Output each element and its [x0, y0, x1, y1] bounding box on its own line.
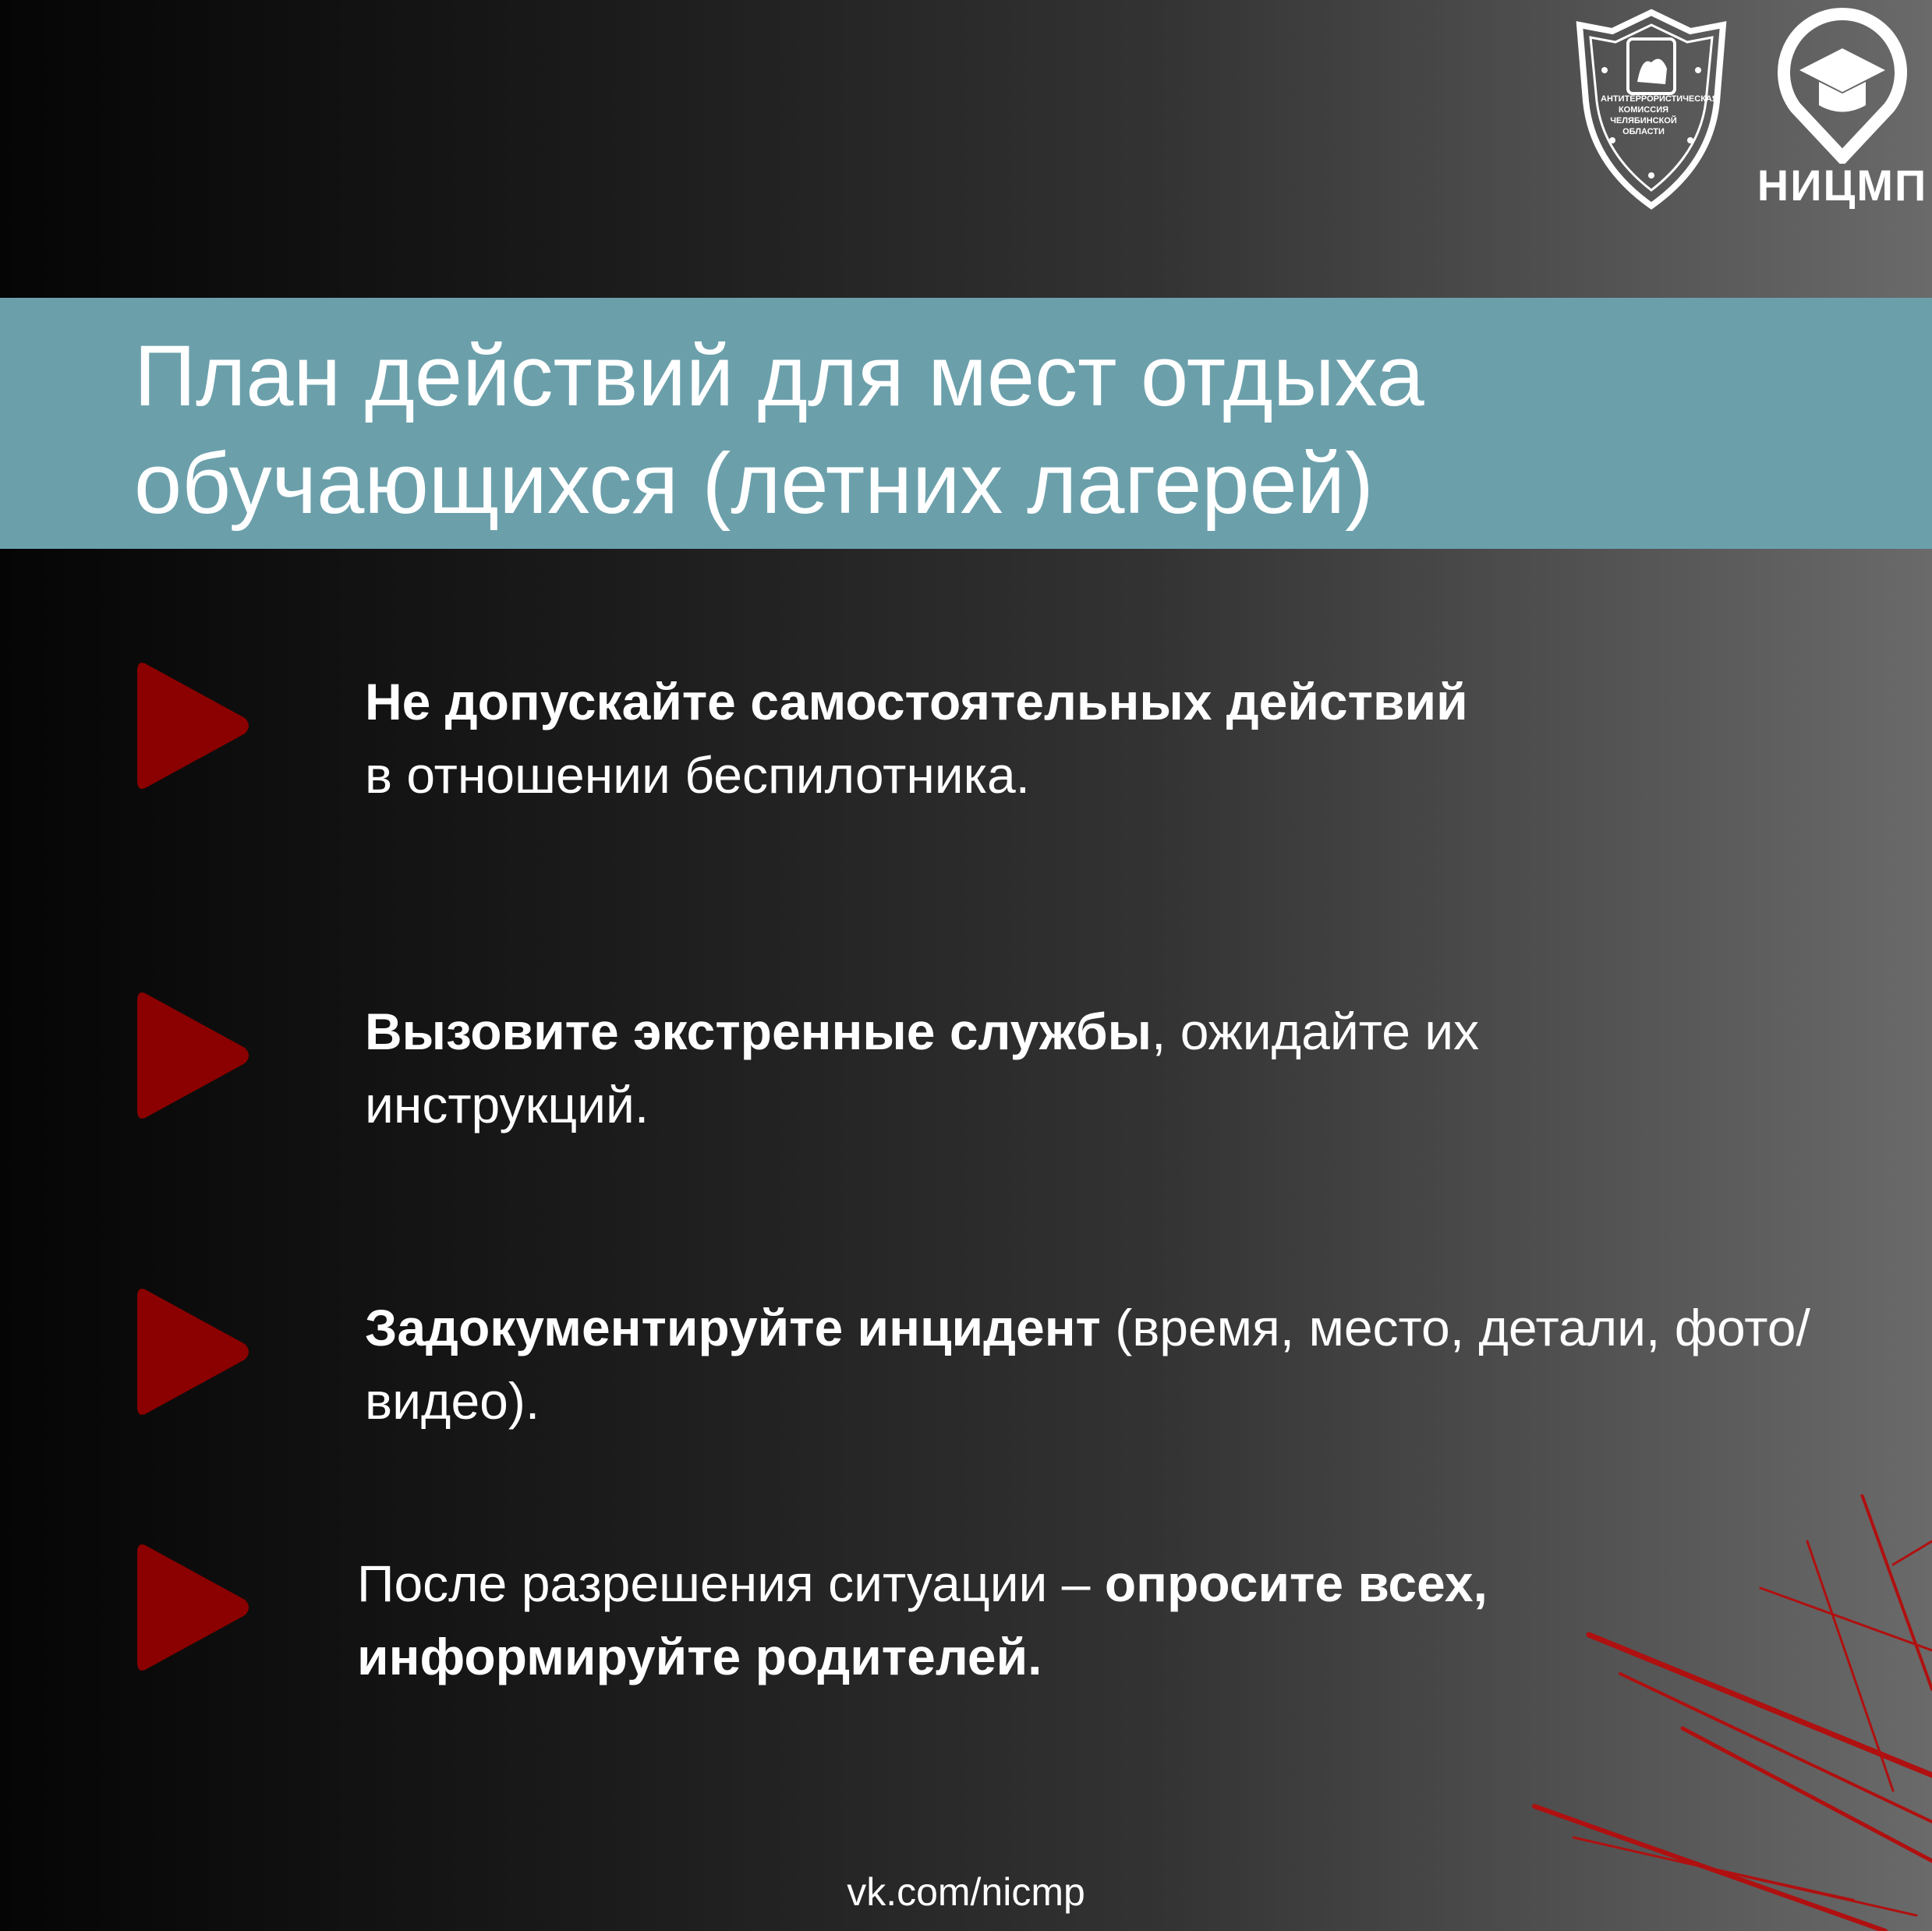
- item-3-rest: (время, место, детали, фото/видео).: [365, 1299, 1810, 1430]
- title-line-2: обучающихся (летних лагерей): [134, 436, 1374, 532]
- list-item-text: [365, 995, 1651, 1141]
- emblem-caption: АНТИТЕРРОРИСТИЧЕСКАЯ КОМИССИЯ ЧЕЛЯБИНСКОЙ ОБЛАСТИ: [1601, 94, 1718, 136]
- red-scratches-decoration: [1527, 1494, 1932, 1931]
- item-3-bold: Задокументируйте инцидент: [365, 1299, 1101, 1356]
- list-item: [0, 659, 1932, 815]
- graduation-pin-icon: [1776, 8, 1909, 164]
- list-item: [0, 988, 1932, 1144]
- play-arrow-icon: [134, 659, 253, 793]
- list-item-text: [365, 1291, 1862, 1438]
- list-item: [0, 1285, 1932, 1441]
- list-item-text: [357, 1547, 1698, 1693]
- item-4-lead: После разрешения ситуации –: [357, 1554, 1105, 1612]
- item-1-rest: в отношении беспилотника.: [365, 746, 1031, 804]
- page-title: [134, 323, 1849, 538]
- item-2-bold: Вызовите экстренные службы: [365, 1003, 1152, 1060]
- header-logos: [1566, 0, 1932, 234]
- item-2-rest: , ожидайте их инструкций.: [365, 1003, 1480, 1133]
- title-band: [0, 298, 1932, 549]
- org-label: НИЦМП: [1757, 161, 1928, 210]
- play-arrow-icon: [134, 988, 253, 1123]
- play-arrow-icon: [134, 1540, 253, 1675]
- item-1-bold: Не допускайте самостоятельных действий: [365, 673, 1468, 730]
- play-arrow-icon: [134, 1285, 253, 1419]
- item-4-bold: опросите всех, информируйте родителей.: [357, 1554, 1488, 1685]
- title-line-1: План действий для мест отдыха: [134, 328, 1424, 424]
- footer-link[interactable]: vk.com/nicmp: [847, 1870, 1085, 1914]
- list-item-text: [365, 665, 1846, 812]
